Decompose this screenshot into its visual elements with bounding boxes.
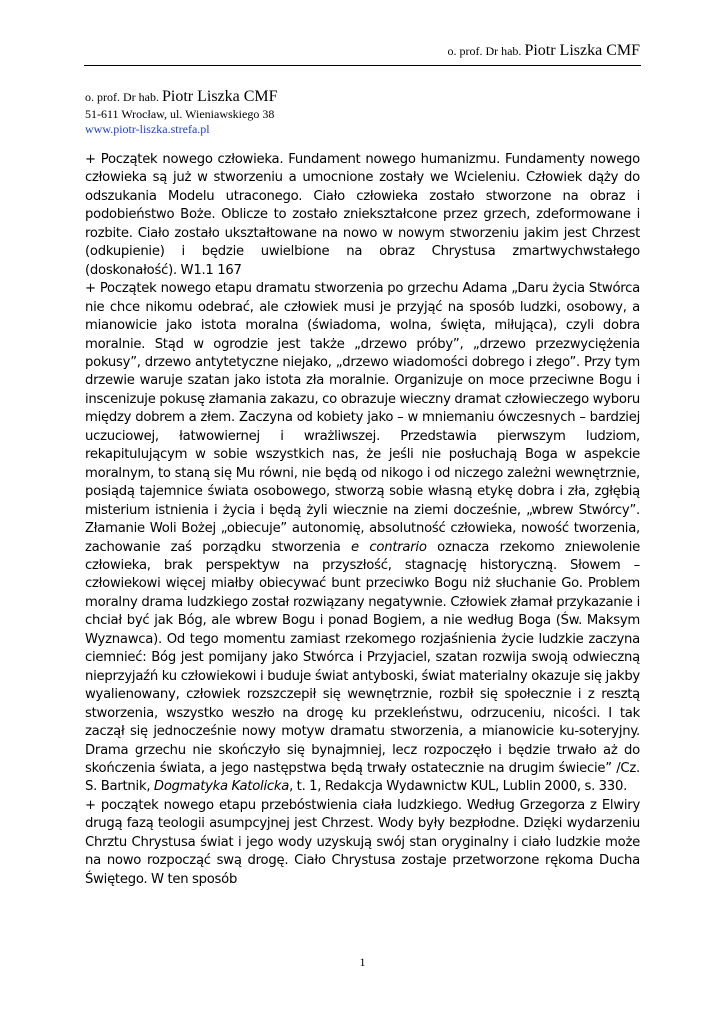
paragraph-2-part-b: oznacza rzekomo zniewolenie człowieka, brak perspektyw na przyszłość, stagnację historyczną. Słowem – człowiekowi więcej miałby obiecywać bunt przeciwko Bogu niż słuchanie Go. Problem moralny drama ludzkiego został rozwiązany negatywnie. Człowiek złamał przykazanie i chciał być jak Bóg, ale wbrew Bogu i ponad Bogiem, a nie według Boga (Św. Maksym Wyznawca). Od tego momentu zamiast rzekomego rozjaśnienia życie ludzkie zaczyna ciemnieć: Bóg jest pomijany jako Stwórca i Przyjaciel, szatan rozwija swoją odwieczną nieprzyjaźń ku człowiekowi i buduje świat antyboski, świat materialny okazuje się jakby wyalienowany, człowiek rozszczepił się wewnętrznie, rozbił się społecznie i z resztą stworzenia, wszystko weszło na drogę ku przekleństwu, odrzuceniu, nicości. I tak zaczął się jednocześnie nowy motyw dramatu stworzenia, a mianowicie ku-soteryjny. Drama grzechu nie skończyło się bynajmniej, lecz rozpoczęło i będzie trwało aż do skończenia świata, a jego następstwa będą trwały ostatecznie na drugim świecie” /Cz. S. Bartnik, <box>85 539 640 795</box>
header-author-name: Piotr Liszka CMF <box>524 42 640 59</box>
paragraph-3: + początek nowego etapu przebóstwienia ciała ludzkiego. Według Grzegorza z Elwiry drugą fazą teologii asumpcyjnej jest Chrzest. Wody były bezpłodne. Dzięki wydarzeniu Chrztu Chrystusa świat i jego wody uzyskują swój stan oryginalny i ciało ludzkie może na nowo rozpocząć swą drogę. Ciało Chrystusa zostaje przetworzone rękoma Ducha Świętego. W ten sposób <box>85 797 640 887</box>
page-number: 1 <box>359 955 366 969</box>
paragraph-1: + Początek nowego człowieka. Fundament nowego humanizmu. Fundamenty nowego człowieka są już w stworzeniu a umocnione zostały we Wcieleniu. Człowiek dąży do odszukania Modelu utraconego. Ciało człowieka zostało stworzone na obraz i podobieństwo Boże. Oblicze to zostało zniekształcone przez grzech, zdeformowane i rozbite. Ciało zostało ukształtowane na nowo w nowym stworzeniu jakim jest Chrzest (odkupienie) i będzie uwielbione na obraz Chrystusa zmartwychwstałego (doskonałość). W1.1 167 <box>85 152 640 278</box>
address-street: 51-611 Wrocław, ul. Wieniawskiego 38 <box>85 107 275 121</box>
address-prefix: o. prof. Dr hab. <box>85 90 159 104</box>
body-text <box>85 151 640 889</box>
header-divider <box>84 65 641 66</box>
address-name: Piotr Liszka CMF <box>161 88 278 105</box>
paragraph-2-italic-e-contrario: e contrario <box>351 539 427 555</box>
author-address-block <box>85 87 278 137</box>
paragraph-2 <box>85 280 640 797</box>
running-header <box>447 42 640 60</box>
paragraph-2-part-a: + Początek nowego etapu dramatu stworzenia po grzechu Adama „Daru życia Stwórca nie chce nikomu odebrać, ale człowiek musi je przyjąć na sposób ludzki, osobowy, a mianowicie jako istota moralna (świadoma, wolna, święta, miłująca), czyli dobra moralnie. Stąd w ogrodzie jest także „drzewo próby”, „drzewo przezwyciężenia pokusy”, drzewo antytetyczne niejako, „drzewo wiadomości dobrego i złego”. Przy tym drzewie waruje szatan jako istota zła moralnie. Organizuje on moce przeciwne Bogu i inscenizuje pokusę złamania zakazu, co obrazuje wieczny dramat człowieczego wyboru między dobrem a złem. Zaczyna od kobiety jako – w mniemaniu ówczesnych – bardziej uczuciowej, łatwowiernej i wrażliwszej. Przedstawia pierwszym ludziom, rekapitulującym w sobie wszystkich nas, że jeśli nie posłuchają Boga w aspekcie moralnym, to staną się Mu równi, nie będą od nikogo i od niczego zależni wewnętrznie, posiądą tajemnice świata osobowego, stworzą sobie własną etykę dobra i zła, zgłębią misterium istnienia i życia i będą żyli wiecznie na ziemi docześnie, „wbrew Stwórcy”. Złamanie Woli Bożej „obiecuje” autonomię, absolutność człowieka, nowość tworzenia, zachowanie zaś porządku stworzenia <box>85 281 640 555</box>
paragraph-2-part-c: , t. 1, Redakcja Wydawnictw KUL, Lublin 2000, s. 330. <box>289 779 628 795</box>
address-website-link[interactable]: www.piotr-liszka.strefa.pl <box>85 122 210 136</box>
address-author-line <box>85 87 278 107</box>
header-author-prefix: o. prof. Dr hab. <box>447 44 522 58</box>
paragraph-2-italic-book-title: Dogmatyka Katolicka <box>153 779 290 795</box>
